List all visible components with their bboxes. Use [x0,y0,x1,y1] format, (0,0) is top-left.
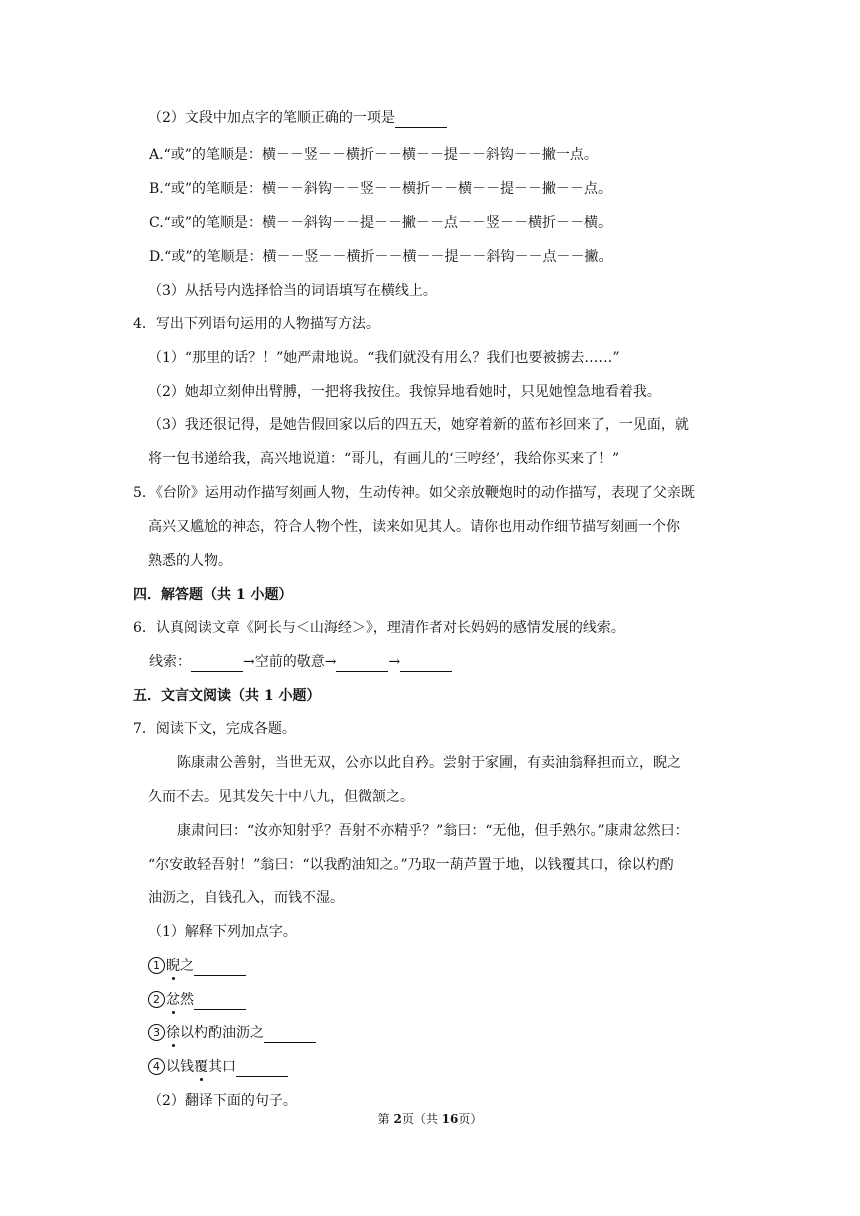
answer-blank[interactable] [395,113,447,128]
circled-number: 2 [148,991,165,1008]
section-4-title: 四．解答题（共 1 小题） [133,587,293,603]
q3-option-b[interactable]: B.“或”的笔顺是：横－－斜钩－－竖－－横折－－横－－提－－撇－－点。 [149,181,613,197]
circled-number: 3 [148,1024,165,1041]
q5-line1: 5．《台阶》运用动作描写刻画人物，生动传神。如父亲放鞭炮时的动作描写，表现了父亲既 [133,485,695,501]
q7-sub2-stem: （2）翻译下面的句子。 [148,1093,297,1109]
q4-sentence-3-line2: 将一包书递给我，高兴地说道：“哥儿，有画儿的‘三哼经’，我给你买来了！” [148,451,620,467]
q7-para2-line1: 康肃问曰：“汝亦知射乎？吾射不亦精乎？”翁曰：“无他，但手熟尔。”康肃忿然曰： [177,823,689,839]
q7-item-2: 2 忿然 [148,990,246,1010]
q7-para2-line2: “尔安敢轻吾射！”翁曰：“以我酌油知之。”乃取一葫芦置于地，以钱覆其口，徐以杓酌 [148,857,674,873]
answer-blank[interactable] [236,1062,288,1077]
clue-blank-3[interactable] [400,657,452,672]
circled-number: 1 [148,957,165,974]
q7-para1-line2: 久而不去。见其发矢十中八九，但微颔之。 [148,789,414,805]
q4-sentence-3-line1: （3）我还很记得，是她告假回家以后的四五天，她穿着新的蓝布衫回来了，一见面，就 [148,417,689,433]
q5-line3: 熟悉的人物。 [148,553,232,569]
circled-number: 4 [148,1058,165,1075]
clue-blank-2[interactable] [336,657,388,672]
q3-option-a[interactable]: A.“或”的笔顺是：横－－竖－－横折－－横－－提－－斜钩－－撇一点。 [149,147,598,163]
dotted-char: 徐 [166,1025,180,1041]
q5-line2: 高兴又尴尬的神态，符合人物个性，读来如见其人。请你也用动作细节描写刻画一个你 [148,519,680,535]
arrow-icon: → [388,654,401,670]
dotted-char: 忿 [166,992,180,1008]
q3-option-c[interactable]: C.“或”的笔顺是：横－－斜钩－－提－－撇－－点－－竖－－横折－－横。 [149,215,612,231]
q6-clue-line: 线索： →空前的敬意→ → [149,652,452,672]
q7-sub1-stem: （1）解释下列加点字。 [148,924,297,940]
arrow-icon: → [324,654,337,670]
answer-blank[interactable] [194,961,246,976]
dotted-char: 覆 [194,1059,208,1075]
q6-stem: 6．认真阅读文章《阿长与＜山海经＞》，理清作者对长妈妈的感情发展的线索。 [133,620,625,636]
q4-sentence-1: （1）“那里的话？！”她严肃地说。“我们就没有用么？我们也要被掳去……” [148,350,620,366]
q4-sentence-2: （2）她却立刻伸出臂膊，一把将我按住。我惊异地看她时，只见她惶急地看着我。 [148,384,661,400]
dotted-char: 睨 [166,958,180,974]
q3-part3-stem: （3）从括号内选择恰当的词语填写在横线上。 [148,283,437,299]
q7-para2-line3: 油沥之，自钱孔入，而钱不湿。 [148,890,344,906]
clue-blank-1[interactable] [191,657,243,672]
page-footer: 第 2页（共 16页） [377,1112,483,1126]
q7-para1-line1: 陈康肃公善射，当世无双，公亦以此自矜。尝射于家圃，有卖油翁释担而立，睨之 [177,755,681,771]
section-5-title: 五．文言文阅读（共 1 小题） [133,688,321,704]
q3-option-d[interactable]: D.“或”的笔顺是：横－－竖－－横折－－横－－提－－斜钩－－点－－撇。 [149,249,613,265]
answer-blank[interactable] [264,1028,316,1043]
q7-item-4: 4 以钱覆其口 [148,1057,288,1077]
q7-stem: 7．阅读下文，完成各题。 [133,721,296,737]
page-total: 16 [441,1112,459,1126]
q7-item-1: 1 睨之 [148,956,246,976]
q7-item-3: 3 徐以杓酌油沥之 [148,1023,316,1043]
q4-stem: 4．写出下列语句运用的人物描写方法。 [133,316,380,332]
q3-part2-stem: （2）文段中加点字的笔顺正确的一项是 [148,108,447,128]
page-number: 2 [393,1112,402,1126]
answer-blank[interactable] [194,995,246,1010]
arrow-icon: → [243,654,255,670]
